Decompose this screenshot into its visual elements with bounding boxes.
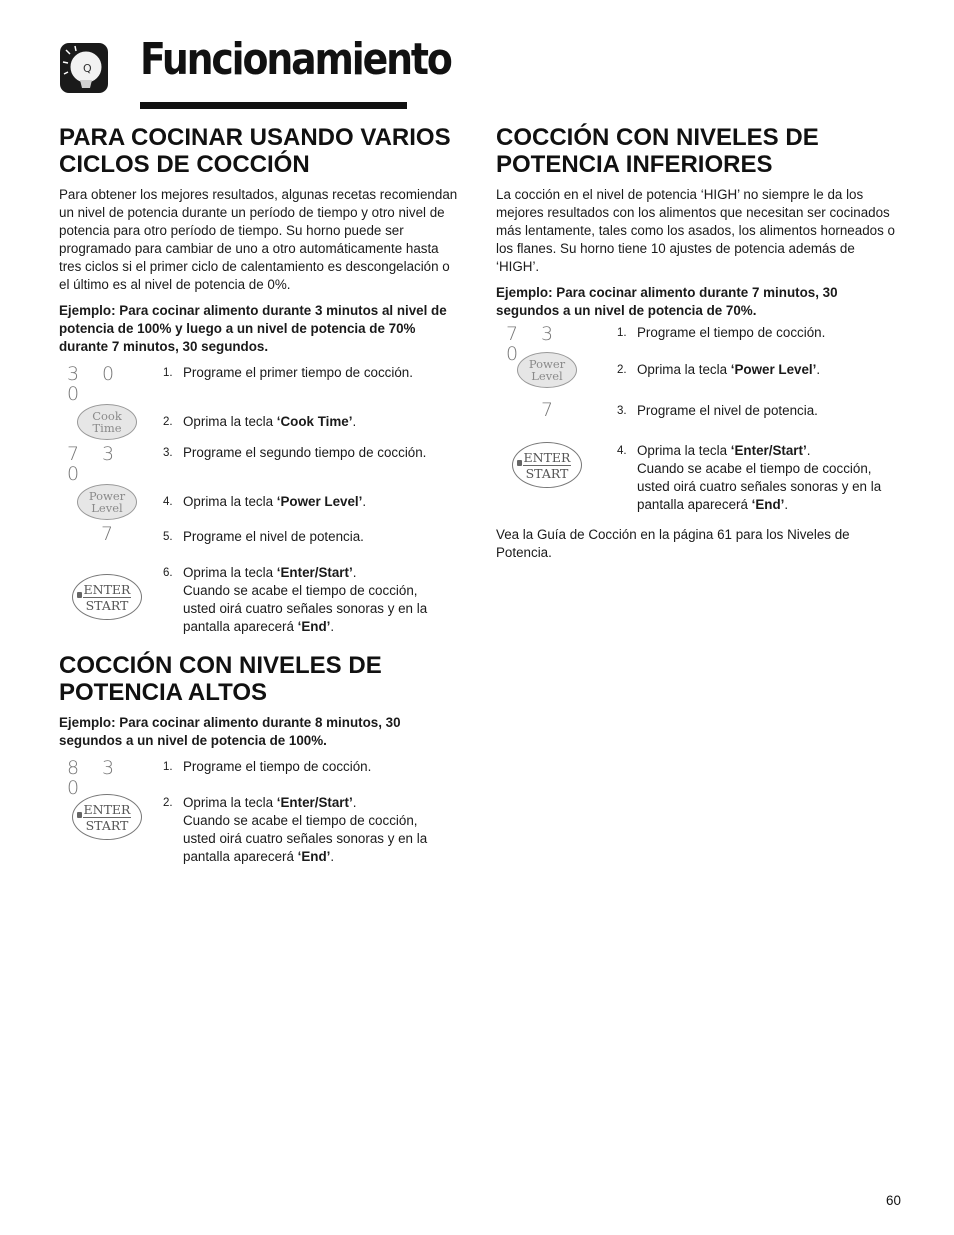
section-example: Ejemplo: Para cocinar alimento durante 3 minutos al nivel de potencia de 100% y luego a un nivel de potencia de 70% durante 7 minutos, 30 segundos. xyxy=(59,303,447,354)
number-keys: 7 30 xyxy=(67,443,115,485)
lock-icon xyxy=(77,812,82,818)
power-level-key: Power Level xyxy=(77,484,137,520)
step-6: ENTER START 6. Oprima la tecla ‘Enter/Start’. Cuando se acabe el tiempo de cocción, usted oirá cuatro señales sonoras y en la pantalla aparecerá ‘End’. xyxy=(59,564,459,636)
number-key: 7 xyxy=(100,523,114,545)
step-2: Cook Time 2. Oprima la tecla ‘Cook Time’. xyxy=(59,404,459,444)
left-column xyxy=(59,124,459,866)
step-text: Programe el primer tiempo de cocción. xyxy=(183,365,413,380)
section-heading: COCCIÓN CON NIVELES DE POTENCIA INFERIORES xyxy=(496,124,819,178)
page-title: Funcionamiento xyxy=(140,34,451,85)
step-1: 8 30 1. Programe el tiempo de cocción. xyxy=(59,758,459,794)
section-intro: La cocción en el nivel de potencia ‘HIGH’ no siempre le da los mejores resultados con los alimentos que necesitan ser cocinados más lentamente, tales como los asados, los alimentos horneados o los flanes. Su horno tiene 10 ajustes de potencia además de ‘HIGH’. xyxy=(496,187,895,274)
step-1: 3 00 1. Programe el primer tiempo de cocción. xyxy=(59,364,459,404)
key-digits xyxy=(59,364,163,404)
number-keys: 7 30 xyxy=(506,323,554,365)
section-example: Ejemplo: Para cocinar alimento durante 8 minutos, 30 segundos a un nivel de potencia de 100%. xyxy=(59,715,401,748)
lock-icon xyxy=(77,592,82,598)
section-high-power xyxy=(59,652,459,866)
page-number: 60 xyxy=(886,1193,901,1208)
lock-icon xyxy=(517,460,522,466)
section-heading: COCCIÓN CON NIVELES DE POTENCIA ALTOS xyxy=(59,652,382,706)
number-keys: 8 30 xyxy=(67,757,115,799)
step-4: ENTER START 4. Oprima la tecla ‘Enter/Start’. Cuando se acabe el tiempo de cocción, usted oirá cuatro señales sonoras y en la pantalla aparecerá ‘End’. xyxy=(496,432,901,514)
section-intro: Para obtener los mejores resultados, algunas recetas recomiendan un nivel de potencia durante un período de tiempo y otro nivel de potencia para otro período de tiempo. Su horno puede ser programado para cambiar de uno a otro automáticamente hasta tres ciclos si el primer ciclo de calentamiento es descongelación o el último es al nivel de potencia de 0%. xyxy=(59,187,458,292)
svg-text:Q: Q xyxy=(83,62,92,75)
title-underline xyxy=(140,102,407,109)
enter-start-key: ENTER START xyxy=(72,574,142,620)
step-2: ENTER START 2. Oprima la tecla ‘Enter/Start’. Cuando se acabe el tiempo de cocción, usted oirá cuatro señales sonoras y en la pantalla aparecerá ‘End’. xyxy=(59,794,459,866)
step-1: 7 30 1. Programe el tiempo de cocción. xyxy=(496,324,901,352)
number-keys: 3 00 xyxy=(67,363,115,405)
section-multiple-cycles xyxy=(59,124,459,636)
cook-time-key: Cook Time xyxy=(77,404,137,440)
step-3: 7 30 3. Programe el segundo tiempo de cocción. xyxy=(59,444,459,484)
step-4: Power Level 4. Oprima la tecla ‘Power Level’. xyxy=(59,484,459,524)
steps-list xyxy=(59,758,459,866)
power-level-key: Power Level xyxy=(517,352,577,388)
lightbulb-tip-icon xyxy=(59,42,109,94)
enter-start-key: ENTER START xyxy=(72,794,142,840)
section-heading: PARA COCINAR USANDO VARIOS CICLOS DE COCCIÓN xyxy=(59,124,451,178)
number-key: 7 xyxy=(540,399,554,421)
step-2: Power Level 2. Oprima la tecla ‘Power Level’. xyxy=(496,352,901,392)
section-example: Ejemplo: Para cocinar alimento durante 7 minutos, 30 segundos a un nivel de potencia de 70%. xyxy=(496,285,838,318)
enter-start-key: ENTER START xyxy=(512,442,582,488)
cooking-guide-note: Vea la Guía de Cocción en la página 61 para los Niveles de Potencia. xyxy=(496,527,850,560)
steps-list xyxy=(496,324,901,514)
section-low-power xyxy=(496,124,901,562)
step-5: 7 5. Programe el nivel de potencia. xyxy=(100,523,364,545)
steps-list xyxy=(59,364,459,636)
step-3: 7 3. Programe el nivel de potencia. xyxy=(496,392,901,432)
right-column xyxy=(496,124,901,562)
